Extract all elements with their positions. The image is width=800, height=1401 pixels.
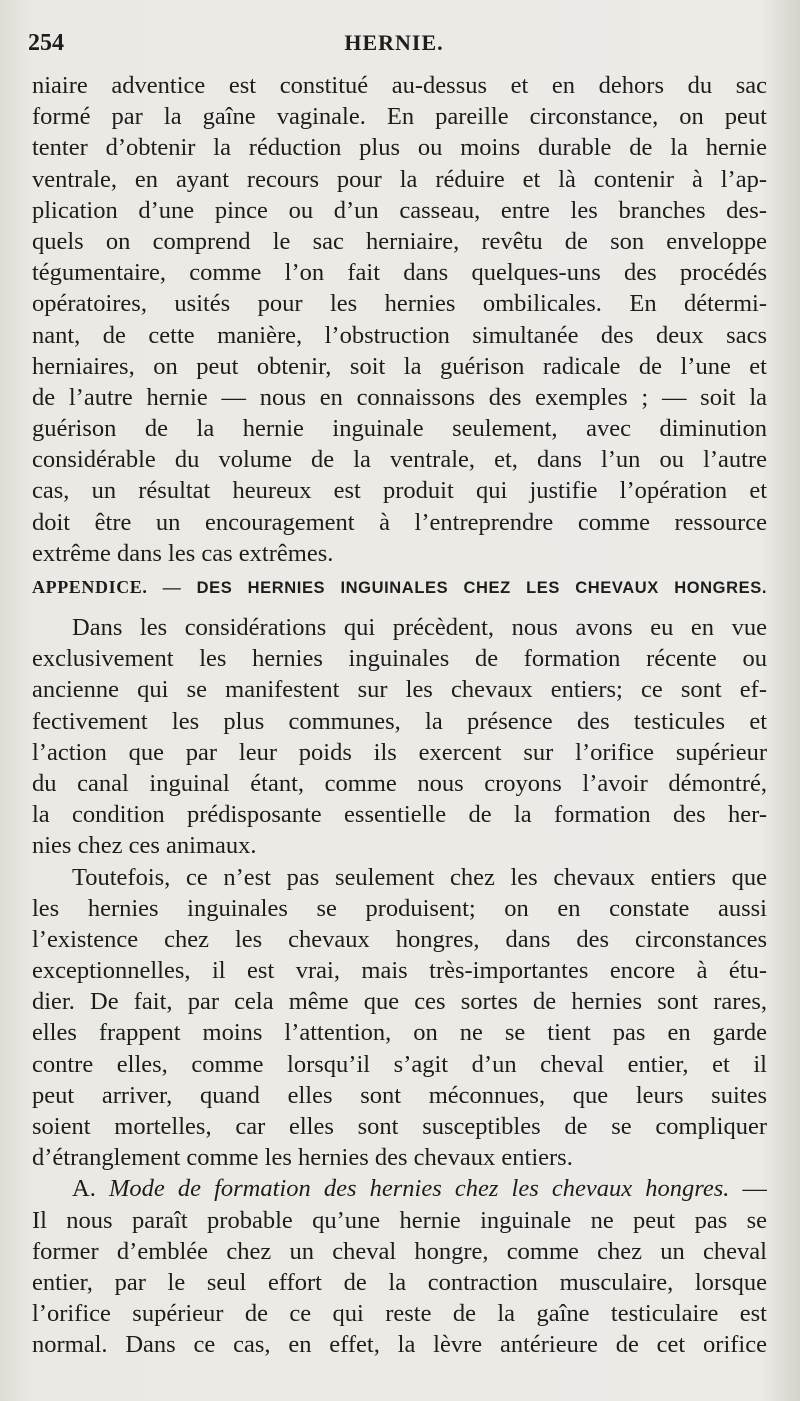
appendix-label: APPENDICE. — [32,577,182,597]
text-line: soient mortelles, car elles sont susceptibles de se compliquer [32,1113,767,1140]
text-line: fectivement les plus communes, la présence des testicules et [32,707,767,735]
text-line: guérison de la hernie inguinale seulement, avec diminution [32,415,767,443]
text-line: entier, par le seul effort de la contraction musculaire, lorsque [32,1268,767,1296]
text-line: plication d’une pince ou d’un casseau, entre les branches des- [32,196,767,224]
running-title: HERNIE. [344,30,444,55]
text-line: ventrale, en ayant recours pour la réduire et là contenir à l’ap- [32,165,767,193]
text-line: Dans les considérations qui précèdent, nous avons eu en vue [72,614,767,641]
text-line: extrême dans les cas extrêmes. [32,539,334,567]
appendix-title: DES HERNIES INGUINALES CHEZ LES CHEVAUX HONGRES. [196,579,768,597]
appendix-heading [32,577,767,598]
text-line: nies chez ces animaux. [32,832,257,860]
text-line: l’existence chez les chevaux hongres, dans des circonstances [32,925,767,953]
paragraph-3 [32,862,767,1174]
section-a-heading [32,1173,767,1204]
text-line: l’orifice supérieur de ce qui reste de la gaîne testiculaire est [32,1300,767,1328]
text-line: ancienne qui se manifestent sur les chevaux entiers; ce sont ef- [32,676,767,704]
text-line: normal. Dans ce cas, en effet, la lèvre antérieure de cet orifice [32,1331,767,1359]
text-line: quels on comprend le sac herniaire, revêtu de son enveloppe [32,227,767,255]
section-a-title: Mode de formation des hernies chez les chevaux hongres. [108,1175,730,1203]
text-line: contre elles, comme lorsqu’il s’agit d’un cheval entier, et il [32,1050,767,1078]
text-line: doit être un encouragement à l’entreprendre comme ressource [32,508,767,536]
section-a [32,1173,767,1360]
text-line: opératoires, usités pour les hernies ombilicales. En détermi- [32,290,767,318]
text-line: exceptionnelles, il est vrai, mais très-importantes encore à étu- [32,957,767,985]
text-line: tégumentaire, comme l’on fait dans quelques-uns des procédés [32,259,767,287]
text-line: du canal inguinal étant, comme nous croyons l’avoir démontré, [32,769,767,797]
section-a-dash: — [742,1175,767,1203]
text-line: les hernies inguinales se produisent; on en constate aussi [32,894,767,922]
page-header [28,30,760,66]
page-number: 254 [28,30,64,56]
text-line: peut arriver, quand elles sont méconnues, que leurs suites [32,1081,767,1109]
section-a-label: A. [72,1175,96,1203]
text-line: Toutefois, ce n’est pas seulement chez les chevaux entiers que [72,863,767,891]
paragraph-1 [32,70,767,569]
text-line: la condition prédisposante essentielle de la formation des her- [32,801,767,829]
text-line: former d’emblée chez un cheval hongre, comme chez un cheval [32,1237,767,1265]
text-line: de l’autre hernie — nous en connaissons des exemples ; — soit la [32,383,767,411]
paragraph-2 [32,612,767,862]
text-line: elles frappent moins l’attention, on ne se tient pas en garde [32,1019,767,1047]
text-line: l’action que par leur poids ils exercent sur l’orifice supérieur [32,738,767,766]
page-body [32,70,767,1361]
text-line: nant, de cette manière, l’obstruction simultanée des deux sacs [32,321,767,349]
text-line: dier. De fait, par cela même que ces sortes de hernies sont rares, [32,988,767,1016]
text-line: Il nous paraît probable qu’une hernie inguinale ne peut pas se [32,1206,767,1234]
text-line: d’étranglement comme les hernies des chevaux entiers. [32,1144,573,1172]
text-line: formé par la gaîne vaginale. En pareille circonstance, on peut [32,103,767,131]
text-line: herniaires, on peut obtenir, soit la guérison radicale de l’une et [32,352,767,380]
text-line: tenter d’obtenir la réduction plus ou moins durable de la hernie [32,134,767,162]
text-line: cas, un résultat heureux est produit qui justifie l’opération et [32,477,767,505]
text-line: niaire adventice est constitué au-dessus et en dehors du sac [32,72,767,99]
text-line: exclusivement les hernies inguinales de formation récente ou [32,645,767,673]
text-line: considérable du volume de la ventrale, et, dans l’un ou l’autre [32,446,767,474]
